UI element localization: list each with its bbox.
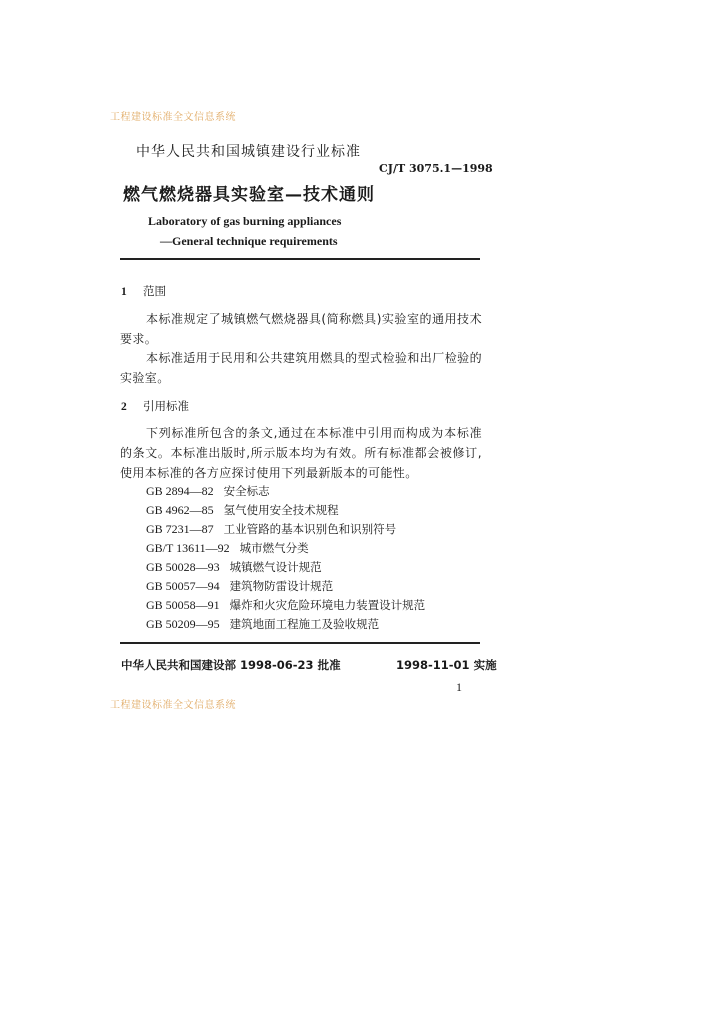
reference-item [146,540,425,559]
effective-date: 1998-11-01 实施 [396,658,497,672]
section-1-heading [121,283,166,299]
watermark-bottom: 工程建设标准全文信息系统 [110,700,236,711]
reference-title: 氢气使用安全技术规程 [223,503,339,517]
page-number: 1 [456,680,462,694]
footer-rule [120,642,480,644]
reference-item [146,559,425,578]
document-title-en-line1: Laboratory of gas burning appliances [148,214,342,228]
reference-code: GB 7231—87 [146,522,214,536]
section-2-paragraph-1: 下列标准所包含的条文,通过在本标准中引用而构成为本标准的条文。本标准出版时,所示版本均为有效。所有标准都会被修订,使用本标准的各方应探讨使用下列最新版本的可能性。 [120,426,482,480]
document-title-cn: 燃气燃烧器具实验室—技术通则 [123,185,375,205]
reference-item [146,597,425,616]
document-title-en-line2: —General technique requirements [160,234,338,248]
reference-code: GB 50028—93 [146,560,220,574]
section-1-paragraph-2: 本标准适用于民用和公共建筑用燃具的型式检验和出厂检验的实验室。 [120,351,482,385]
reference-item [146,521,425,540]
section-2-heading [121,398,189,414]
section-1-paragraph-1: 本标准规定了城镇燃气燃烧器具(简称燃具)实验室的通用技术要求。 [120,312,482,346]
reference-title: 工业管路的基本识别色和识别符号 [223,522,397,536]
section-1-number: 1 [121,286,127,298]
reference-item [146,483,425,502]
reference-item [146,616,425,635]
reference-code: GB 2894—82 [146,484,214,498]
reference-item [146,578,425,597]
section-2-number: 2 [121,401,127,413]
approval-statement: 中华人民共和国建设部 1998-06-23 批准 [121,658,341,672]
reference-list [146,483,425,635]
watermark-top: 工程建设标准全文信息系统 [110,112,236,123]
reference-code: GB 50057—94 [146,579,220,593]
reference-code: GB/T 13611—92 [146,541,230,555]
reference-item [146,502,425,521]
section-2-title: 引用标准 [143,399,189,413]
reference-title: 爆炸和火灾危险环境电力装置设计规范 [229,598,426,612]
standard-code: CJ/T 3075.1—1998 [379,162,493,175]
reference-title: 安全标志 [223,484,270,498]
reference-title: 建筑地面工程施工及验收规范 [229,617,380,631]
reference-code: GB 50209—95 [146,617,220,631]
section-1-title: 范围 [143,284,166,298]
reference-code: GB 50058—91 [146,598,220,612]
header-rule [120,258,480,260]
reference-title: 城镇燃气设计规范 [229,560,322,574]
reference-title: 建筑物防雷设计规范 [229,579,334,593]
standard-organization: 中华人民共和国城镇建设行业标准 [136,144,361,160]
reference-title: 城市燃气分类 [239,541,309,555]
reference-code: GB 4962—85 [146,503,214,517]
